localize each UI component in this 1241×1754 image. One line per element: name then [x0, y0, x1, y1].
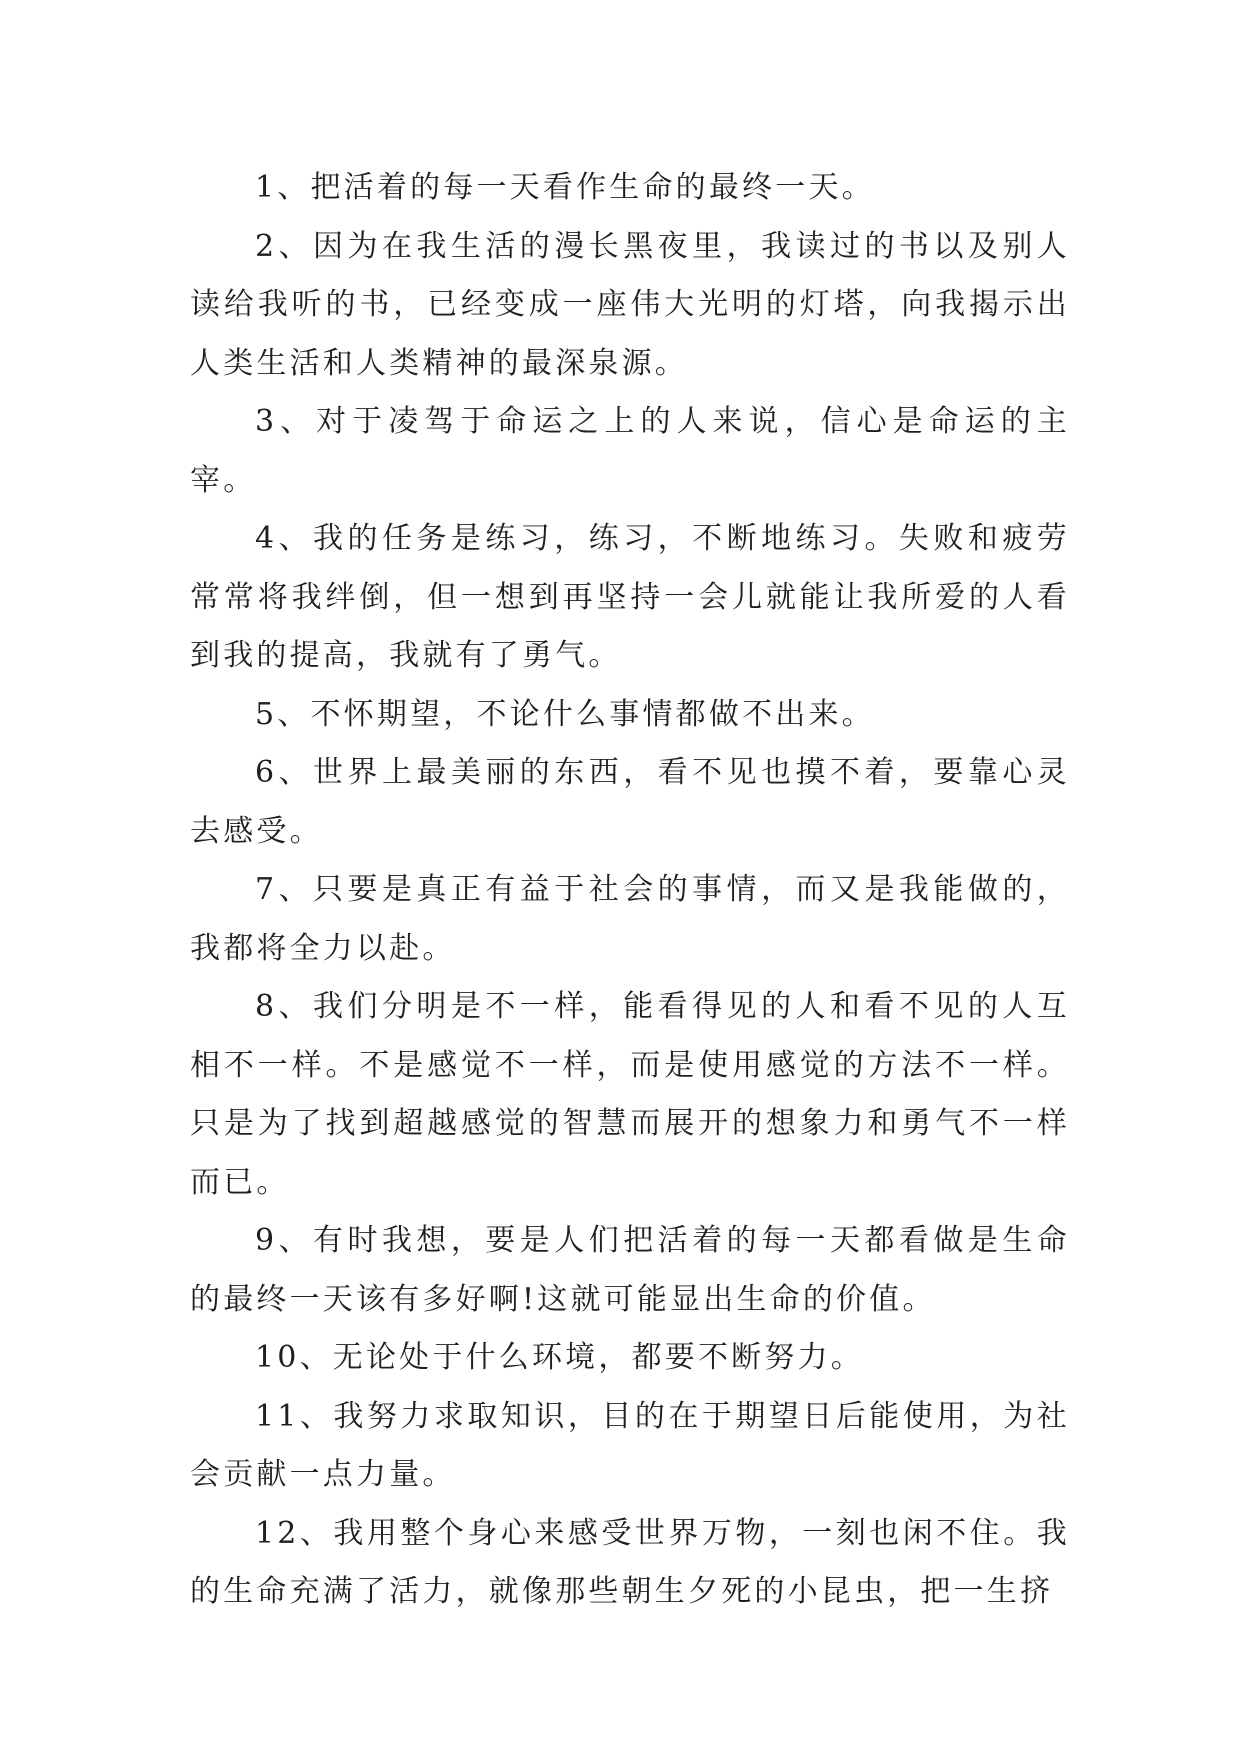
paragraph-1: 1、把活着的每一天看作生命的最终一天。 — [255, 170, 875, 205]
document-body — [190, 159, 1070, 1622]
paragraph-8: 8、我们分明是不一样，能看得见的人和看不见的人互相不一样。不是感觉不一样，而是使用感觉的方法不一样。只是为了找到超越感觉的智慧而展开的想象力和勇气不一样而已。 — [190, 989, 1070, 1200]
paragraph-4: 4、我的任务是练习，练习，不断地练习。失败和疲劳常常将我绊倒，但一想到再坚持一会儿就能让我所爱的人看到我的提高，我就有了勇气。 — [190, 521, 1070, 673]
paragraph-3: 3、对于凌驾于命运之上的人来说，信心是命运的主宰。 — [190, 404, 1070, 498]
paragraph-7: 7、只要是真正有益于社会的事情，而又是我能做的，我都将全力以赴。 — [190, 872, 1070, 966]
paragraph-5: 5、不怀期望，不论什么事情都做不出来。 — [255, 696, 875, 732]
paragraph-10: 10、无论处于什么环境，都要不断努力。 — [255, 1340, 864, 1375]
paragraph-2: 2、因为在我生活的漫长黑夜里，我读过的书以及别人读给我听的书，已经变成一座伟大光明的灯塔，向我揭示出人类生活和人类精神的最深泉源。 — [190, 228, 1070, 381]
paragraph-9: 9、有时我想，要是人们把活着的每一天都看做是生命的最终一天该有多好啊!这就可能显出生命的价值。 — [190, 1223, 1070, 1317]
paragraph-11: 11、我努力求取知识，目的在于期望日后能使用，为社会贡献一点力量。 — [190, 1398, 1070, 1492]
paragraph-12: 12、我用整个身心来感受世界万物，一刻也闲不住。我的生命充满了活力，就像那些朝生夕死的小昆虫，把一生挤 — [190, 1515, 1070, 1609]
paragraph-6: 6、世界上最美丽的东西，看不见也摸不着，要靠心灵去感受。 — [190, 755, 1070, 849]
